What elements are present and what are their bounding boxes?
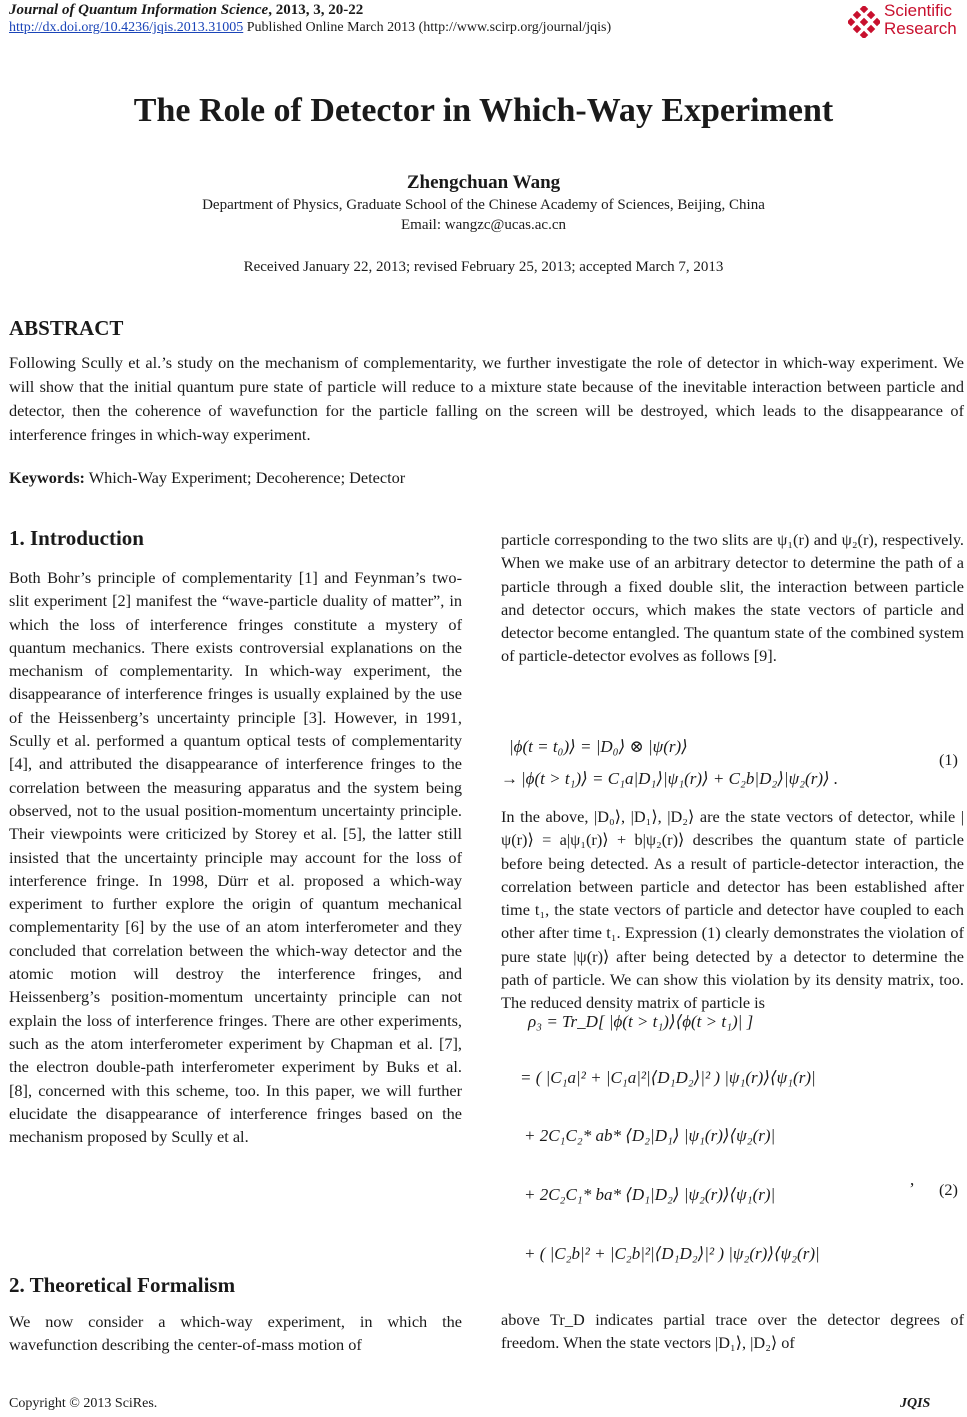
right-column-paragraph-3: above Tr_D indicates partial trace over the detector degrees of freedom. When the state vectors |D₁⟩, |D₂⟩ of [501,1310,964,1353]
svg-text:+ ( |C₂b|² + |C₂b|²|⟨D₁D₂⟩|² ): + ( |C₂b|² + |C₂b|²|⟨D₁D₂⟩|² ) |ψ₂(r)⟩⟨ψ₂(r)| [524,1244,820,1263]
paper-title: The Role of Detector in Which-Way Experiment [133,92,834,129]
journal-header [9,2,363,19]
keywords-list: Which-Way Experiment; Decoherence; Detector [84,468,406,487]
svg-text:|ϕ(t = t₀)⟩ = |D₀⟩ ⊗ |ψ(r)⟩: |ϕ(t = t₀)⟩ = |D₀⟩ ⊗ |ψ(r)⟩ [509,737,688,756]
equation-2-number: (2) [939,1180,958,1199]
doi-line [9,20,611,36]
right-column-paragraph-2: In the above, |D₀⟩, |D₁⟩, |D₂⟩ are the state vectors of detector, while |ψ(r)⟩ = a|ψ₁(r)⟩ + b|ψ₂(r)⟩ describes the quantum state of particle before being detected. As a result of particle-detector interaction, the correlation between particle and detector has been established after time t₁, the state vectors of particle and detector have coupled to each other after time t₁. Expression (1) clearly demonstrates the violation of pure state |ψ(r)⟩ after being detected by a detector to determine the path of particle. We can show this violation by its density matrix, too. The reduced density matrix of particle is [501,807,964,1013]
author-email: Email: wangzc@ucas.ac.cn [401,217,566,233]
logo-text [884,2,957,38]
section-heading-introduction: 1. Introduction [9,526,144,550]
svg-text:|ϕ(t > t₁)⟩ = C₁a|D₁⟩|ψ₁(r)⟩ +: |ϕ(t > t₁)⟩ = C₁a|D₁⟩|ψ₁(r)⟩ + C₂b|D₂⟩|ψ₂(r)⟩ . [521,769,839,788]
right-column-paragraph-1: particle corresponding to the two slits are ψ₁(r) and ψ₂(r), respectively. When we make use of an arbitrary detector to determine the path of a particle through a fixed double slit, the interaction between particle and detector occurs, which makes the state vectors of particle and detector become entangled. The quantum state of the combined system of particle-detector evolves as follows [9]. [501,530,964,666]
submission-dates: Received January 22, 2013; revised February 25, 2013; accepted March 7, 2013 [243,259,724,275]
keywords-label: Keywords: [9,468,85,487]
keywords [9,468,405,488]
journal-name: Journal of Quantum Information Science [9,2,269,18]
svg-text:ρ₃ = Tr_D[ |ϕ(t > t₁)⟩⟨ϕ(t > t: ρ₃ = Tr_D[ |ϕ(t > t₁)⟩⟨ϕ(t > t₁)| ] [528,1012,754,1031]
logo-mark-icon [848,6,880,38]
equation-1 [501,728,964,796]
equation-2 [520,1005,920,1295]
svg-text:= ( |C₁a|² + |C₁a|²|⟨D₁D₂⟩|² ): = ( |C₁a|² + |C₁a|²|⟨D₁D₂⟩|² ) |ψ₁(r)⟩⟨ψ₁(r)| [520,1068,816,1087]
author-affiliation: Department of Physics, Graduate School of the Chinese Academy of Sciences, Beijing, China [202,197,765,213]
footer-journal-abbr: JQIS [900,1396,931,1411]
abstract-text: Following Scully et al.’s study on the mechanism of complementarity, we further investigate the role of detector in which-way experiment. We will show that the initial quantum pure state of particle will reduce to a mixture state because of the inevitable interaction between particle and detector, then the coherence of wavefunction for the particle falling on the screen will be destroyed, which leads to the disappearance of interference fringes in which-way experiment. [9,353,964,444]
introduction-text: Both Bohr’s principle of complementarity [1] and Feynman’s two-slit experiment [2] manifest the “wave-particle duality of matter”, in which the loss of interference fringes constitute a mystery of quantum mechanics. There exists controversial explanations on the mechanism of complementarity. In which-way experiment, the disappearance of interference fringes is usually explained by the use of the Heissenberg’s uncertainty principle [3]. However, in 1991, Scully et al. performed a quantum optical tests of complementarity [4], and attributed the disappearance of interference fringes to the correlation between the measuring apparatus and the system being observed, not to the usual position-momentum uncertainty principle. Their viewpoints were criticized by Storey et al. [5], the latter still insisted that the uncertainty principle may account for the loss of interference fringe. In 1998, Dürr et al. proposed a which-way experiment to further explore the origin of quantum mechanical complementarity [6] by the use of an atom interferometer and they concluded that correlation between the which-way detector and the atomic motion will destroy the interference fringes, and Heissenberg’s position-momentum uncertainty principle can not explain the loss of interference fringes. There are other experiments, such as the atom interferometer experiment by Chapman et al. [7], the electron double-path interferometer experiment by Buks et al. [8], concerned with this scheme, too. In this paper, we will further elucidate the disappearance of interference fringes based on the mechanism proposed by Scully et al. [9,568,462,1147]
logo-line-2: Research [884,19,957,38]
svg-text:→: → [501,769,518,788]
logo-line-1: Scientific [884,1,953,20]
svg-text:+ 2C₂C₁* ba* ⟨D₁|D₂⟩ |ψ₂(r)⟩⟨ψ: + 2C₂C₁* ba* ⟨D₁|D₂⟩ |ψ₂(r)⟩⟨ψ₁(r)| [524,1185,776,1204]
scientific-research-logo [848,2,966,42]
footer-copyright: Copyright © 2013 SciRes. [9,1396,158,1411]
svg-text:,: , [910,1170,915,1189]
doi-link[interactable]: http://dx.doi.org/10.4236/jqis.2013.31005 [9,20,244,35]
published-note: Published Online March 2013 (http://www.scirp.org/journal/jqis) [243,20,612,35]
abstract-heading: ABSTRACT [9,316,124,340]
author-name: Zhengchuan Wang [406,172,561,193]
formalism-text: We now consider a which-way experiment, in which the wavefunction describing the center-of-mass motion of [9,1312,462,1355]
svg-text:+ 2C₁C₂* ab* ⟨D₂|D₁⟩ |ψ₁(r)⟩⟨ψ: + 2C₁C₂* ab* ⟨D₂|D₁⟩ |ψ₁(r)⟩⟨ψ₂(r)| [524,1126,776,1145]
journal-issue: , 2013, 3, 20-22 [268,2,364,18]
equation-1-number: (1) [939,750,958,769]
section-heading-formalism: 2. Theoretical Formalism [9,1273,236,1297]
